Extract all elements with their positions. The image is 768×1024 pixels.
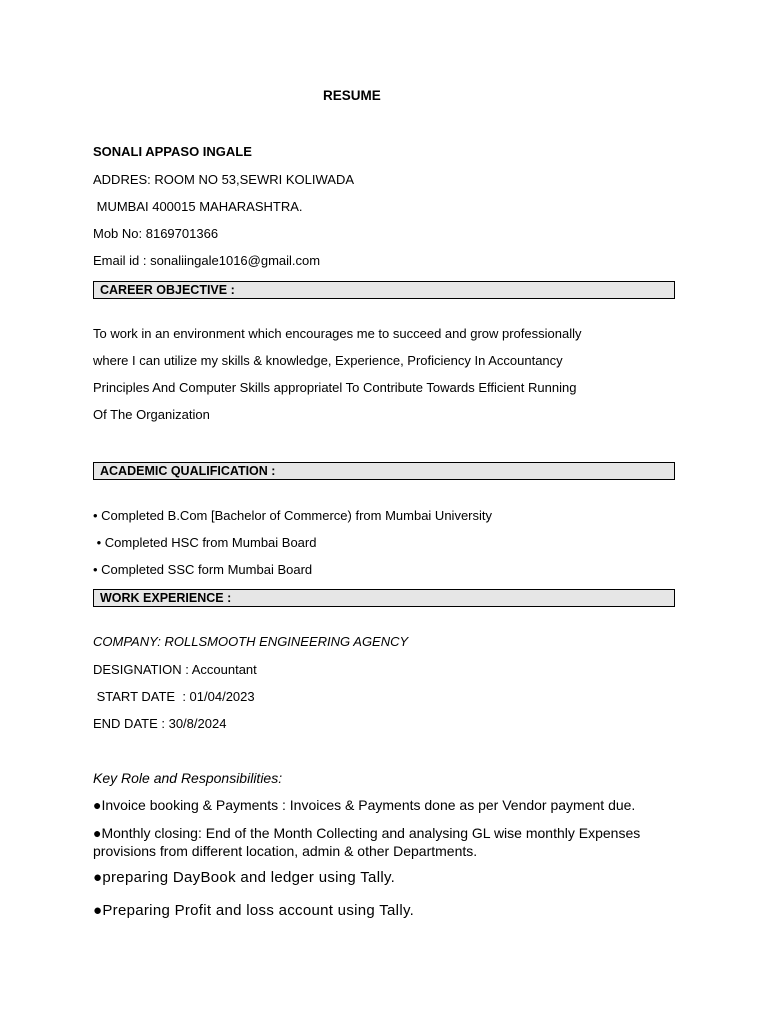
objective-line: To work in an environment which encourages me to succeed and grow professionally — [93, 326, 582, 341]
responsibilities-heading: Key Role and Responsibilities: — [93, 770, 283, 786]
responsibility-item: ●Preparing Profit and loss account using Tally. — [93, 902, 415, 919]
designation: DESIGNATION : Accountant — [93, 662, 257, 677]
address-line-2: MUMBAI 400015 MAHARASHTRA. — [93, 199, 303, 214]
section-heading: ACADEMIC QUALIFICATION : — [100, 464, 276, 478]
objective-line: Of The Organization — [93, 407, 210, 422]
email-address: Email id : sonaliingale1016@gmail.com — [93, 253, 321, 268]
candidate-name: SONALI APPASO INGALE — [93, 144, 252, 159]
page-title: RESUME — [323, 88, 381, 103]
academic-qualification-header — [93, 462, 675, 480]
section-heading: WORK EXPERIENCE : — [100, 591, 232, 605]
start-date: START DATE : 01/04/2023 — [93, 689, 255, 704]
mobile-number: Mob No: 8169701366 — [93, 226, 219, 241]
academic-item: • Completed B.Com [Bachelor of Commerce) from Mumbai University — [93, 508, 493, 523]
company-name: COMPANY: ROLLSMOOTH ENGINEERING AGENCY — [93, 634, 409, 649]
academic-item: • Completed HSC from Mumbai Board — [93, 535, 317, 550]
work-experience-header — [93, 589, 675, 607]
academic-item: • Completed SSC form Mumbai Board — [93, 562, 313, 577]
end-date: END DATE : 30/8/2024 — [93, 716, 227, 731]
responsibility-item: ●Invoice booking & Payments : Invoices & Payments done as per Vendor payment due. — [93, 797, 636, 813]
objective-line: where I can utilize my skills & knowledge, Experience, Proficiency In Accountancy — [93, 353, 563, 368]
responsibility-item: ●preparing DayBook and ledger using Tally. — [93, 869, 396, 886]
address-line-1: ADDRES: ROOM NO 53,SEWRI KOLIWADA — [93, 172, 355, 187]
section-heading: CAREER OBJECTIVE : — [100, 283, 235, 297]
career-objective-header — [93, 281, 675, 299]
objective-line: Principles And Computer Skills appropriatel To Contribute Towards Efficient Running — [93, 380, 577, 395]
responsibility-item: ●Monthly closing: End of the Month Collecting and analysing GL wise monthly Expenses provisions from different location, admin & other Departments. — [93, 825, 641, 859]
